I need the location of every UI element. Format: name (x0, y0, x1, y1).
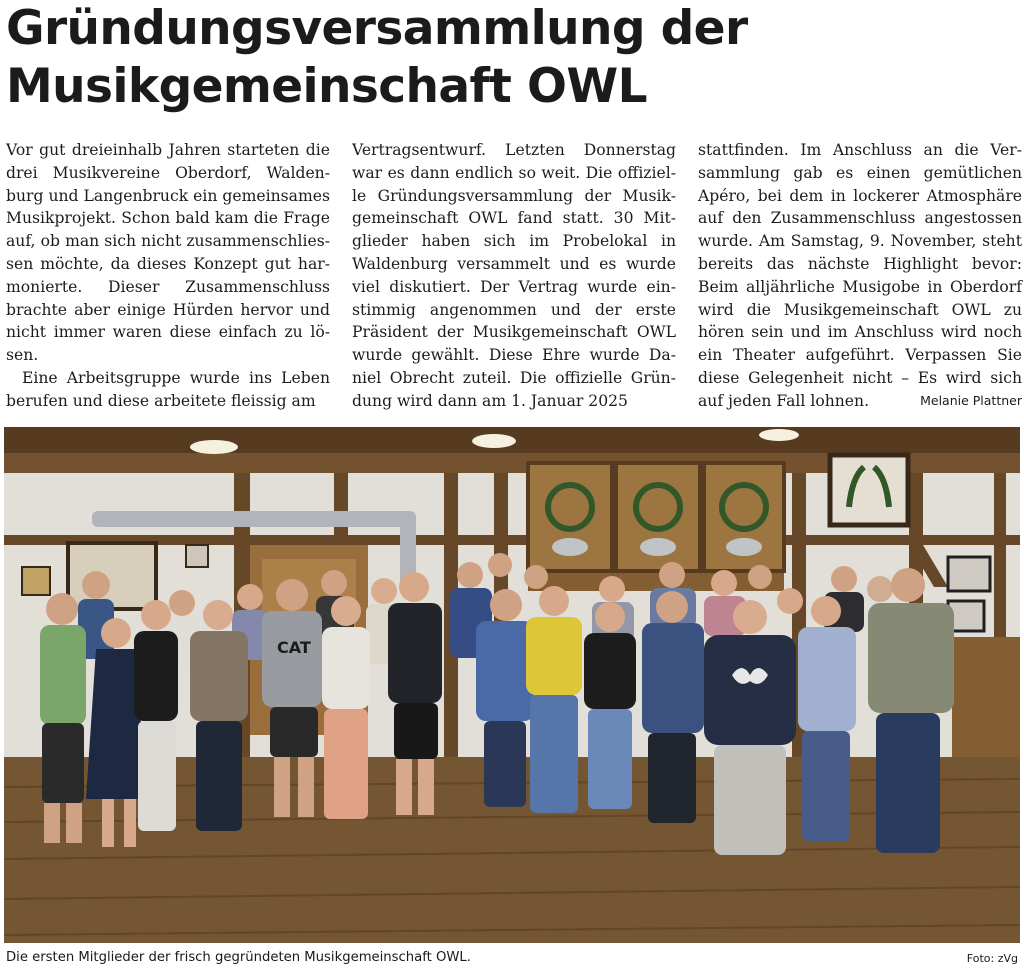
paragraph: Vor gut dreieinhalb Jahren starteten die drei Musikvereine Oberdorf, Walden-burg und Langenbruck ein gemeinsames Musikprojekt. Schon bald kam die Frage auf, ob man sich nicht zusammenschlies-sen möchte, da dieses Konzept gut har-monierte. Dieser Zusammenschluss brachte aber einige Hürden hervor und nicht immer waren diese einfach zu lö-sen. (6, 141, 330, 365)
paragraph-text: stattfinden. Im Anschluss an die Ver-sammlung gab es einen gemütlichen Apéro, bei dem in lockerer Atmosphäre auf den Zusammenschluss angestossen wurde. Am Samstag, 9. November, steht bereits das nächste Highlight bevor: Beim alljährliche Musigobe in Oberdorf wird die Musikgemeinschaft OWL zu hören sein und im Anschluss wird noch ein Theater aufgeführt. Verpassen Sie diese Gelegenheit nicht – Es wird sich auf jeden Fall lohnen. (698, 141, 1022, 410)
photo-caption: Die ersten Mitglieder der frisch gegründeten Musikgemeinschaft OWL. (6, 950, 471, 965)
photo-credit: Foto: zVg (966, 952, 1018, 965)
paragraph (698, 139, 1022, 413)
headline-line-1: Gründungsversammlung der (6, 1, 748, 56)
text-column-3 (698, 139, 1022, 413)
headline-line-2: Musikgemeinschaft OWL (6, 59, 647, 114)
author-byline: Melanie Plattner (920, 392, 1022, 408)
cat-shirt-print: CAT (277, 638, 311, 657)
text-column-1 (6, 139, 330, 413)
group-photo (4, 427, 1020, 943)
text-column-2 (352, 139, 676, 413)
article-body (6, 139, 1020, 409)
article-headline (6, 0, 1016, 116)
paragraph: Eine Arbeitsgruppe wurde ins Leben berufen und diese arbeitete fleissig am (6, 368, 330, 410)
paragraph: Vertragsentwurf. Letzten Donnerstag war es dann endlich so weit. Die offiziel-le Gründungsversammlung der Musik-gemeinschaft OWL fand statt. 30 Mit-glieder haben sich im Probelokal in Waldenburg versammelt und es wurde viel diskutiert. Der Vertrag wurde ein-stimmig angenommen und der erste Präsident der Musikgemeinschaft OWL wurde gewählt. Diese Ehre wurde Da-niel Obrecht zuteil. Die offizielle Grün-dung wird dann am 1. Januar 2025 (352, 141, 676, 410)
